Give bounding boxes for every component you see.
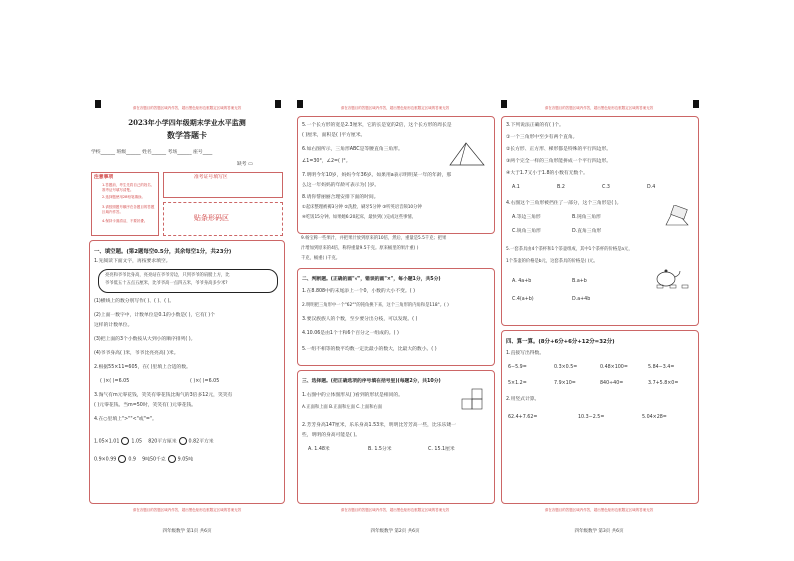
warning-text: 请在各题目的答题区域内作答，超出黑色矩形边框限定区域的答案无效 [132, 106, 242, 110]
answer-sheet-page-2: 请在各题目的答题区域内作答，超出黑色矩形边框限定区域的答案无效 5.一个长方形的宽是2.3厘米，它的长是宽的2倍，这个长方形的周长是 ( )厘米，面积是( )平方厘米。 6.如右图所示，三角形ABC是等腰直角三角形。 ∠1=30°，∠2=( )°。 7.明明今年10岁，妈妈今年36岁。如果用a表示明明某一年的年龄，那 么这一年妈妈的年龄可表示为( )岁。 8.请你帮丽丽合理安排下面的时间。 ①起床整理被褥3分钟 ②洗脸、刷牙5分钟 ③听英语音频10分钟 ④吃饭15分钟。如果她6:20起床，最快到( )完成这些事情。 9.杨宝称一些果汁，并把果汁放到原来的10倍，然后，重量是5.5千克；把果 汁增加到原来的4倍，称得重量9.5千克。原来桶里的果汁重( ) 千克，桶重( )千克。 二、判断题。(正确的画"√"，错误的画"×"，每小题1分，共5分) 1.在8.808中的末尾添上一个0，小数的大小不变。( ) 2.明明把三角形中一个"62°"的钝角换下来，这个三角形的内角和是118°。( ) 3.要汉族族人的个数，至少要分出分枝，可以发现。( ) 4.10.06是由1个十和6个百分之一组成的。( ) 5.一组不相等的数平均数一定比最小的数大，比最大的数小。( ) 三、选择题。(把正确选项的序号填在括号里)(每题2分，共10分) 1.右图中的立体图形从( )看到的形状是相同的。 A.正面和上面 B.正面和左面 C.上面和右面 2.芳芳身高147厘米，乐乐身高1.53米，明明比芳芳高一些，比乐乐矮一 些，明明的身高可能是( )。 A. 1.48米 B. 1.5分米 C. 15.1厘米 请在各题目的答题区域内作答，超出黑色矩形边框限定区域的答案无效 四年级数学 第2页 共6页 [295, 100, 495, 530]
section-1-box: 一、填空题。(第2题每空0.5分，其余每空1分，共23分) 1.先阅读下面文字，再按要求填空。 亮亮和爷爷比身高，亮亮站在爷爷旁边，只到爷爷的肩膀上方，比 爷爷低五十五点五厘米，比爷爷高一点四五米，爷爷身高多少米? (1)横线上的数分别写作( )、( )、( )。 (2)上面一数字中，计数单位是0.1的小数是( )，它有( )个 这样的计数单位。 (3)把上面的3个小数按从大到小的顺序排列( )。 (4)爷爷身高( )米，爷爷比亮亮高( )米。 2.根据55×11=605，在( )里填上合适的数。 ( )×( )=6.05 ( )×( )=6.05 3.淘气有m元零花钱，笑笑有零花钱比淘气的3倍多12元，笑笑有 ( )元零花钱。当m=50时，笑笑有( )元零花钱。 4.在○里填上">""<"或"="。 1.05×1.01 1.05 820平方厘米 0.82平方米 0.9×0.99 0.9 9吨50千克 9.05吨 [89, 240, 285, 504]
section-4-box: 四、算一算。(8分+6分+6分+12分=32分) 1.直接写出得数。 6−5.9= 0.3×0.5= 0.48×100= 5.84−3.4= 5×1.2= 7.9×10= 840÷40= 3.7+5.8×0= 2.用竖式计算。 62.4+7.62= 10.3−2.5= 5.04×28= [501, 330, 699, 504]
reading-text-box: 亮亮和爷爷比身高，亮亮站在爷爷旁边，只到爷爷的肩膀上方，比 爷爷低五十五点五厘米，比爷爷高一点四五米，爷爷身高多少米? [98, 269, 278, 293]
tea-set-figure [652, 267, 692, 289]
isosceles-triangle-figure [446, 139, 488, 167]
warning-text: 请在各题目的答题区域内作答，超出黑色矩形边框限定区域的答案无效 [544, 106, 654, 110]
warning-text: 请在各题目的答题区域内作答，超出黑色矩形边框限定区域的答案无效 [132, 508, 242, 512]
warning-text: 请在各题目的答题区域内作答，超出黑色矩形边框限定区域的答案无效 [544, 508, 654, 512]
info-row: 学校______ 班级______ 姓名______ 考场______ 座号____ [91, 150, 213, 155]
exam-title: 2023年小学四年级期末学业水平监测 [128, 118, 246, 127]
warning-text: 请在各题目的答题区域内作答，超出黑色矩形边框限定区域的答案无效 [340, 508, 450, 512]
exam-number-area[interactable]: 准考证号填写区 [163, 172, 283, 198]
section-1-cont-box: 5.一个长方形的宽是2.3厘米，它的长是宽的2倍，这个长方形的周长是 ( )厘米，面积是( )平方厘米。 6.如右图所示，三角形ABC是等腰直角三角形。 ∠1=30°，∠2=( )°。 7.明明今年10岁，妈妈今年36岁。如果用a表示明明某一年的年龄，那 么这一年妈妈的年龄可表示为( )岁。 8.请你帮丽丽合理安排下面的时间。 ①起床整理被褥3分钟 ②洗脸、刷牙5分钟 ③听英语音频10分钟 ④吃饭15分钟。如果她6:20起床，最快到( )完成这些事情。 [297, 116, 495, 234]
answer-sheet-page-1 [87, 100, 287, 534]
section-2-box: 二、判断题。(正确的画"√"，错误的画"×"，每小题1分，共5分) 1.在8.808中的末尾添上一个0，小数的大小不变。( ) 2.明明把三角形中一个"62°"的钝角换下来，这个三角形的内角和是118°。( ) 3.要汉族族人的个数，至少要分出分枝，可以发现。( ) 4.10.06是由1个十和6个百分之一组成的。( ) 5.一组不相等的数平均数一定比最小的数大，比最大的数小。( ) [297, 268, 495, 366]
absent-mark[interactable]: 缺考 ▭ [237, 162, 253, 167]
page-footer: 四年级数学 第1页 共6页 [162, 529, 212, 534]
notice-box: 注意事项 1.答题前，考生先将自己的姓名、准考证号填写清楚。 2.选择题使用2B铅笔填涂。 3.请按照题号顺序在各题目的答题区域内作答。 4.保持卡面清洁，不要折叠。 [91, 172, 159, 236]
compare-row-2: 0.9×0.99 0.9 9吨50千克 9.05吨 [94, 455, 193, 464]
page-footer: 四年级数学 第3页 共6页 [574, 529, 624, 534]
compare-row-1: 1.05×1.01 1.05 820平方厘米 0.82平方米 [94, 437, 214, 446]
section-3-cont-box: 3.下列说法正确的有( )个。 ①一个三角形中至少有两个直角。 ②长方形、正方形、梯形都是特殊的平行四边形。 ③两个完全一样的三角形能拼成一个平行四边形。 ④大于1.7又小于1.8的小数有无数个。 A.1 B.2 C.3 D.4 4.右图这个三角形被挡住了一部分，这个三角形是( )。 A.等边三角形 B.钝角三角形 C.锐角三角形 D.直角三角形 5.一套茶具由4个茶杯和1个茶壶组成，其中1个茶杯的价格是a元， 1个茶壶的价格是b元，这套茶具的价格是( )元。 A. 4a+b B.a+b C.4(a+b) D.a+4b [501, 116, 699, 326]
cube-solid-figure [458, 387, 486, 415]
answer-sheet-page-3 [499, 100, 699, 534]
barcode-area: 贴条形码区 [163, 202, 283, 236]
card-title: 数学答题卡 [167, 130, 207, 140]
warning-text: 请在各题目的答题区域内作答，超出黑色矩形边框限定区域的答案无效 [340, 106, 450, 110]
page-footer: 四年级数学 第2页 共6页 [370, 529, 420, 534]
covered-triangle-figure [662, 205, 692, 229]
section-3-box: 三、选择题。(把正确选项的序号填在括号里)(每题2分，共10分) 1.右图中的立体图形从( )看到的形状是相同的。 A.正面和上面 B.正面和左面 C.上面和右面 2.芳芳身高147厘米，乐乐身高1.53米，明明比芳芳高一些，比乐乐矮一 些，明明的身高可能是( )。 A. 1.48米 B. 1.5分米 C. 15.1厘米 [297, 370, 495, 504]
